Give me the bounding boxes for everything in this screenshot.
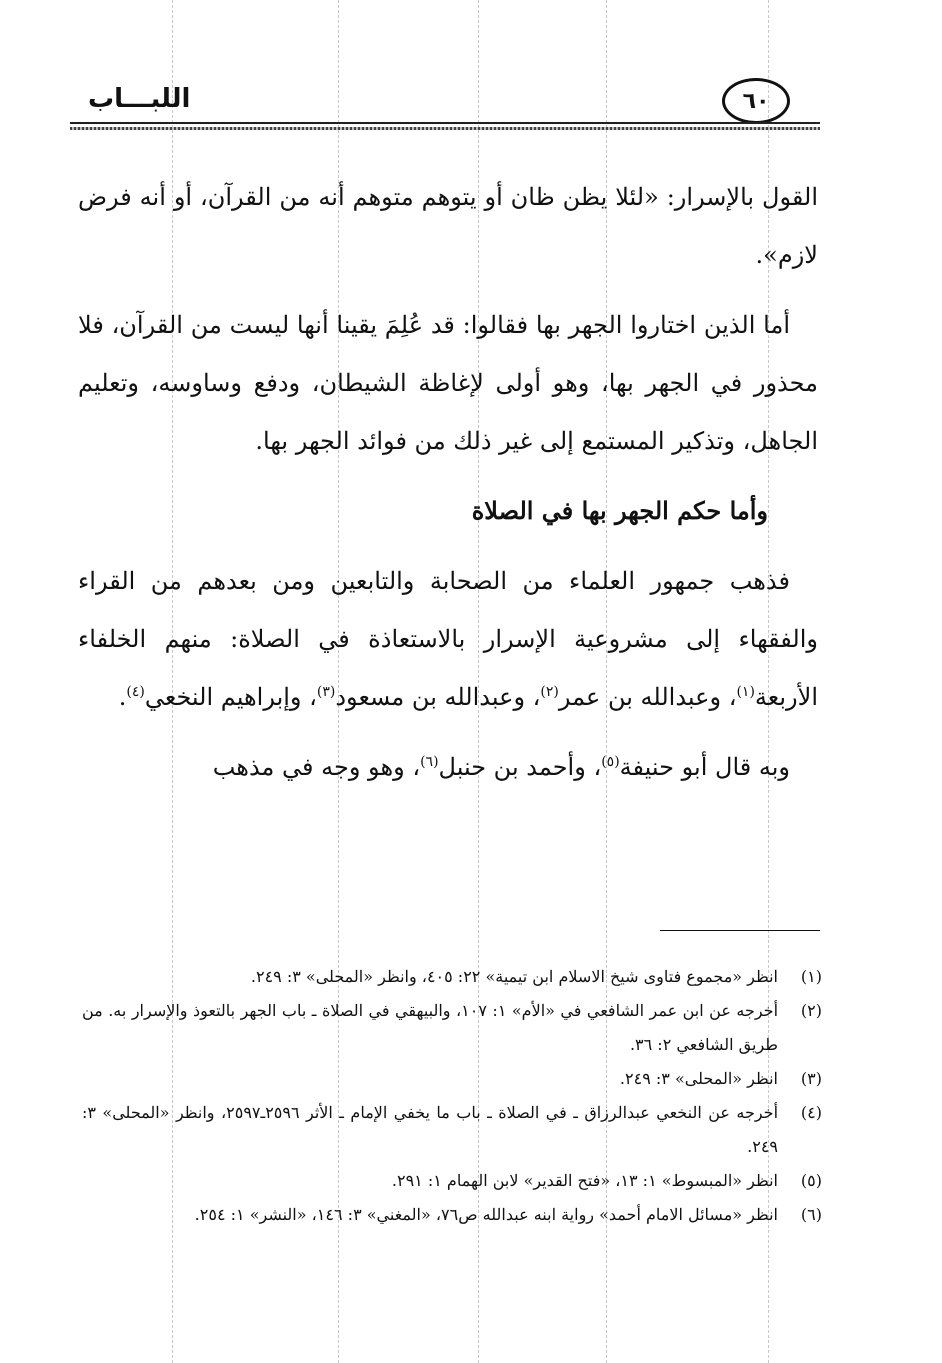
running-title: اللبـــاب [88,84,191,114]
footnote-text: أخرجه عن النخعي عبدالرزاق ـ في الصلاة ـ باب ما يخفي الإمام ـ الأثر ٢٥٩٦ـ٢٥٩٧، وانظر «المحلى» ٣: ٢٤٩. [82,1103,779,1156]
paragraph-text: ، وهو وجه في مذهب [212,753,421,781]
footnote-ref: (٤) [126,684,145,700]
footnote-ref: (٢) [540,684,559,700]
footnote-text: انظر «المحلى» ٣: ٢٤٩. [619,1069,778,1088]
header-rule [70,122,820,124]
footnote [82,994,822,1062]
page-number: ٦٠ [722,78,790,124]
paragraph-text: وبه قال أبو حنيفة [619,753,790,781]
footnote-ref: (٣) [316,684,336,700]
footnotes [82,960,822,1232]
footnote-ref: (٦) [420,754,439,770]
footnote [82,1164,822,1198]
paragraph-text: ، وإبراهيم النخعي [144,683,317,711]
footnote [82,1198,822,1232]
footnote-separator [660,930,820,931]
footnote-number: (١) [800,967,822,986]
header-rule-ornament [70,127,820,130]
footnote-text: أخرجه عن ابن عمر الشافعي في «الأم» ١: ١٠٧، والبيهقي في الصلاة ـ باب الجهر بالتعوذ والإسرار به. من طريق الشافعي ٢: ٣٦. [82,1001,779,1054]
footnote [82,960,822,994]
footnote-number: (٤) [800,1103,822,1122]
footnote-text: انظر «مسائل الامام أحمد» رواية ابنه عبدالله ص٧٦، «المغني» ٣: ١٤٦، «النشر» ١: ٢٥٤. [194,1205,778,1224]
footnote-number: (٣) [800,1069,822,1088]
paragraph: القول بالإسرار: «لئلا يظن ظان أو يتوهم متوهم أنه من القرآن، أو أنه فرض لازم». [78,183,818,269]
section-heading: وأما حكم الجهر بها في الصلاة [471,496,768,525]
paragraph-text: ، وعبدالله بن عمر [558,683,737,711]
paragraph-text: فذهب جمهور العلماء من الصحابة والتابعين ومن بعدهم من القراء والفقهاء إلى مشروعية الإسرار بالاستعاذة في الصلاة: منهم الخلفاء الأربعة [78,567,818,711]
paragraph [78,552,818,726]
footnote-text: انظر «مجموع فتاوى شيخ الاسلام ابن تيمية» ٢٢: ٤٠٥، وانظر «المحلى» ٣: ٢٤٩. [250,967,778,986]
paragraph: أما الذين اختاروا الجهر بها فقالوا: قد عُلِمَ يقينا أنها ليست من القرآن، فلا محذور في الجهر بها، وهو أولى لإغاظة الشيطان، ودفع وساوسه، وتعليم الجاهل، وتذكير المستمع إلى غير ذلك من فوائد الجهر بها. [78,311,818,455]
paragraph-text: . [118,683,127,711]
paragraph-text: ، وأحمد بن حنبل [438,753,602,781]
paragraph [78,738,818,796]
footnote-number: (٥) [800,1171,822,1190]
footnote-ref: (٥) [601,754,620,770]
footnote-number: (٦) [800,1205,822,1224]
main-text [78,168,818,808]
footnote [82,1062,822,1096]
footnote [82,1096,822,1164]
footnote-number: (٢) [800,1001,822,1020]
page-header [70,70,820,130]
paragraph-text: ، وعبدالله بن مسعود [335,683,541,711]
footnote-text: انظر «المبسوط» ١: ١٣، «فتح القدير» لابن الهمام ١: ٢٩١. [391,1171,778,1190]
footnote-ref: (١) [736,684,755,700]
